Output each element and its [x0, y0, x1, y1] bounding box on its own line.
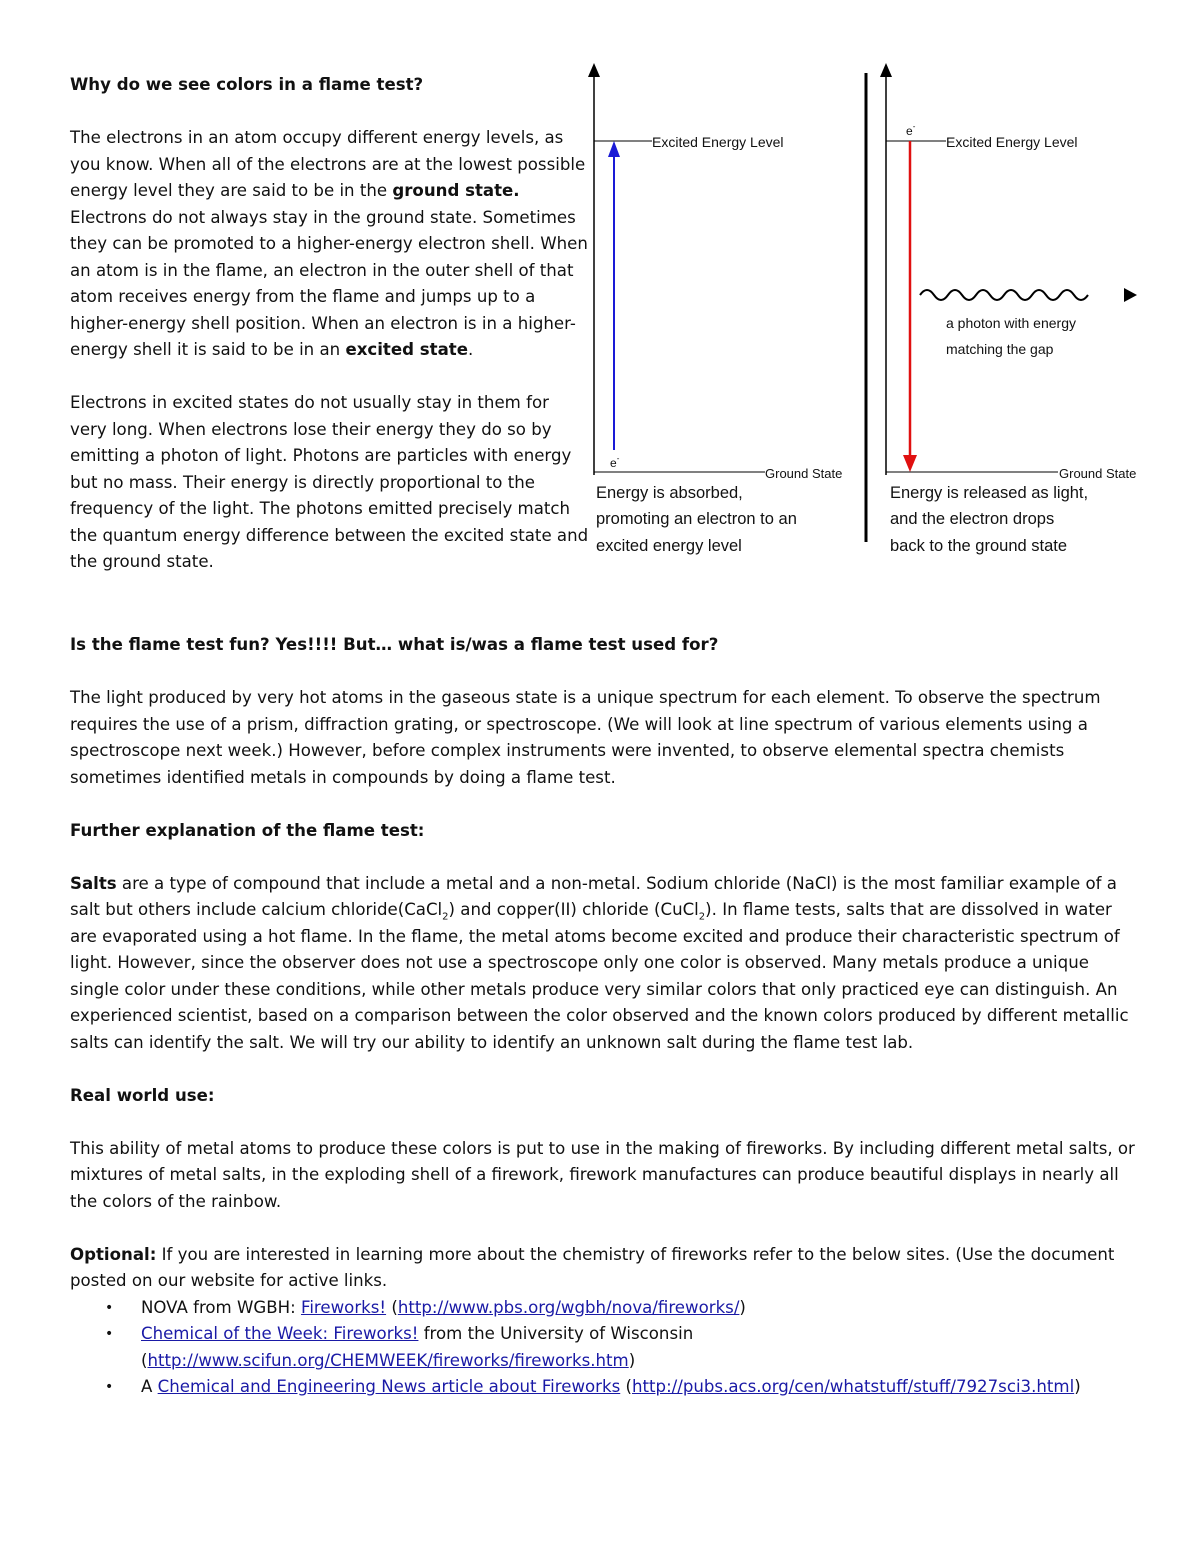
- list-item: • NOVA from WGBH: Fireworks! (http://www.pbs.org/wgbh/nova/fireworks/): [141, 1295, 1140, 1322]
- photon-wave-icon: [920, 290, 1088, 300]
- photon-arrowhead: [1124, 288, 1137, 302]
- section-heading: Real world use:: [70, 1085, 215, 1105]
- bullet-icon: •: [105, 1299, 114, 1316]
- paragraph: Optional: If you are interested in learning more about the chemistry of fireworks refer to the below sites. (Use the document posted on our website for active links.: [70, 1244, 1115, 1290]
- photon-label: a photon with energy matching the gap: [946, 315, 1076, 357]
- electron-symbol: e-: [610, 454, 620, 470]
- main-content: [70, 632, 1140, 1401]
- section-heading: Is the flame test fun? Yes!!!! But… what is/was a flame test used for?: [70, 635, 719, 654]
- list-item: • A Chemical and Engineering News article about Fireworks (http://pubs.acs.org/cen/whatstuff/stuff/7927sci3.html): [141, 1374, 1140, 1401]
- absorption-arrowhead: [608, 141, 620, 157]
- link-cen-article[interactable]: Chemical and Engineering News article about Fireworks: [157, 1377, 621, 1396]
- axis-arrowhead: [880, 63, 892, 77]
- electron-symbol: e-: [906, 122, 916, 138]
- section-heading: Why do we see colors in a flame test?: [70, 75, 424, 94]
- bold-term: Optional:: [70, 1244, 157, 1264]
- ground-state-label: Ground State: [765, 466, 843, 481]
- paragraph: The light produced by very hot atoms in the gaseous state is a unique spectrum for each element. To observe the spectrum requires the use of a prism, diffraction grating, or spectroscope. (We will look at line spectrum of various elements using a spectroscope next week.) However, before complex instruments were invented, to observe elemental spectra chemists sometimes identified metals in compounds by doing a flame test.: [70, 688, 1101, 787]
- url-link[interactable]: http://www.pbs.org/wgbh/nova/fireworks/: [397, 1297, 740, 1317]
- link-fireworks[interactable]: Fireworks!: [300, 1297, 387, 1317]
- paragraph: Salts are a type of compound that include a metal and a non-metal. Sodium chloride (NaCl) is the most familiar example of a salt but others include calcium chloride(CaCl$_2$) and copper(II) chloride (CuCl$_2$). In flame tests, salts that are dissolved in water are evaporated using a hot flame. In the flame, the metal atoms become excited and produce their characteristic spectrum of light. However, since the observer does not use a spectroscope only one color is observed. Many metals produce a unique single color under these conditions, while other metals produce very similar colors that only practiced eye can distinguish. An experienced scientist, based on a comparison between the color observed and the known colors produced by different metallic salts can identify the salt. We will try our ability to identify an unknown salt during the flame test lab.: [70, 873, 1129, 1052]
- paragraph: This ability of metal atoms to produce these colors is put to use in the making of fireworks. By including different metal salts, or mixtures of metal salts, in the exploding shell of a firework, firework manufactures can produce beautiful displays in nearly all the colors of the rainbow.: [70, 1138, 1135, 1211]
- bullet-icon: •: [105, 1326, 114, 1342]
- diagram-caption: Energy is absorbed, promoting an electron to an excited energy level: [596, 484, 797, 555]
- paragraph: Electrons in excited states do not usually stay in them for very long. When electrons lose their energy they do so by emitting a photon of light. Photons are particles with energy but no mass. Their energy is directly proportional to the frequency of the light. The photons emitted precisely match the quantum energy difference between the excited state and the ground state.: [70, 393, 589, 571]
- excited-level-label: Excited Energy Level: [652, 134, 784, 150]
- link-chemical-of-week[interactable]: Chemical of the Week: Fireworks!: [141, 1324, 419, 1343]
- energy-level-diagram: [580, 55, 1160, 555]
- bold-term: Salts: [70, 873, 117, 893]
- intro-column: [70, 72, 590, 576]
- emission-panel: [880, 63, 1137, 555]
- paragraph: The electrons in an atom occupy different energy levels, as you know. When all of the electrons are at the lowest possible energy level they are said to be in the ground state. Electrons do not always stay in the ground state. Sometimes they can be promoted to a higher-energy electron shell. When an atom is in the flame, an electron in the outer shell of that atom receives energy from the flame and jumps up to a higher-energy shell position. When an electron is in a higher-energy shell it is said to be in an excited state.: [70, 128, 588, 359]
- bold-term: ground state.: [392, 181, 520, 200]
- ground-state-label: Ground State: [1059, 466, 1137, 481]
- list-item: • Chemical of the Week: Fireworks! from the University of Wisconsin (http://www.scifun.org/CHEMWEEK/fireworks/fireworks.htm): [141, 1321, 1140, 1374]
- diagram-caption: Energy is released as light, and the electron drops back to the ground state: [890, 484, 1089, 555]
- url-link[interactable]: http://pubs.acs.org/cen/whatstuff/stuff/7927sci3.html: [632, 1377, 1075, 1396]
- url-link[interactable]: http://www.scifun.org/CHEMWEEK/fireworks/fireworks.htm: [147, 1350, 629, 1370]
- section-heading: Further explanation of the flame test:: [70, 820, 425, 840]
- resource-list: [70, 1295, 1140, 1401]
- absorption-panel: [588, 63, 842, 555]
- bullet-icon: •: [105, 1379, 114, 1395]
- bold-term: excited state: [345, 340, 468, 359]
- axis-arrowhead: [588, 63, 600, 77]
- excited-level-label: Excited Energy Level: [946, 134, 1078, 150]
- emission-arrowhead: [903, 455, 917, 472]
